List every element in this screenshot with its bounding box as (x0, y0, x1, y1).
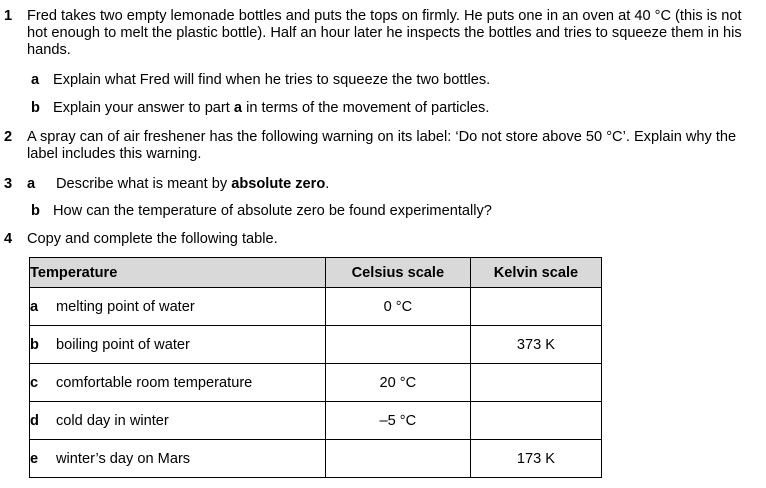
question-3-number: 3 (4, 176, 13, 192)
temperature-table (29, 257, 602, 478)
row-letter: c (30, 374, 39, 391)
question-2-text: A spray can of air freshener has the following warning on its label: ‘Do not store above 50 °C’. Explain why the label includes this warning. (27, 129, 737, 162)
kelvin-cell (470, 288, 601, 326)
question-1b-letter: b (31, 100, 40, 116)
table-row (30, 364, 602, 402)
kelvin-cell: 173 K (470, 440, 601, 478)
row-label-cell (30, 364, 326, 402)
question-1-number: 1 (4, 8, 13, 24)
celsius-cell (325, 326, 470, 364)
row-label-cell (30, 326, 326, 364)
question-1-text: Fred takes two empty lemonade bottles and puts the tops on firmly. He puts one in an oven at 40 °C (this is not hot enough to melt the plastic bottle). Half an hour later he inspects the bottles and tries to squeeze them in his hands. (27, 8, 742, 58)
question-3a-text (56, 176, 329, 193)
table-row (30, 402, 602, 440)
row-letter: d (30, 412, 39, 429)
row-letter: a (30, 298, 39, 315)
header-celsius: Celsius scale (325, 258, 470, 288)
row-label-cell (30, 288, 326, 326)
row-letter: e (30, 450, 39, 467)
row-label: boiling point of water (56, 336, 190, 353)
kelvin-cell (470, 402, 601, 440)
question-1a-text: Explain what Fred will find when he tries to squeeze the two bottles. (53, 72, 491, 88)
row-letter: b (30, 336, 39, 353)
row-label-cell (30, 402, 326, 440)
question-2-number: 2 (4, 129, 13, 145)
question-3a-letter: a (27, 176, 36, 192)
row-label-cell (30, 440, 326, 478)
header-temperature: Temperature (30, 258, 326, 288)
table-header-row (30, 258, 602, 288)
question-3b-text: How can the temperature of absolute zero be found experimentally? (53, 203, 492, 219)
question-1b-text-before: Explain your answer to part (53, 100, 234, 116)
header-kelvin: Kelvin scale (470, 258, 601, 288)
question-1a-letter: a (31, 72, 40, 88)
kelvin-cell: 373 K (470, 326, 601, 364)
row-label: comfortable room temperature (56, 374, 253, 391)
row-label: cold day in winter (56, 412, 169, 429)
celsius-cell: –5 °C (325, 402, 470, 440)
question-4-text: Copy and complete the following table. (27, 231, 278, 247)
celsius-cell: 0 °C (325, 288, 470, 326)
celsius-cell (325, 440, 470, 478)
question-4-number: 4 (4, 231, 13, 247)
question-3a-bold: absolute zero (231, 176, 326, 192)
table-row (30, 326, 602, 364)
row-label: winter’s day on Mars (56, 450, 191, 467)
kelvin-cell (470, 364, 601, 402)
table-row (30, 440, 602, 478)
row-label: melting point of water (56, 298, 195, 315)
celsius-cell: 20 °C (325, 364, 470, 402)
question-1b-bold: a (233, 100, 243, 116)
question-3b-letter: b (31, 203, 40, 219)
question-1b-text-after: in terms of the movement of particles. (242, 100, 490, 116)
table-row (30, 288, 602, 326)
question-3a-text-before: Describe what is meant by (56, 176, 232, 192)
question-3a-text-after: . (325, 176, 330, 192)
question-1b-text (53, 100, 489, 117)
